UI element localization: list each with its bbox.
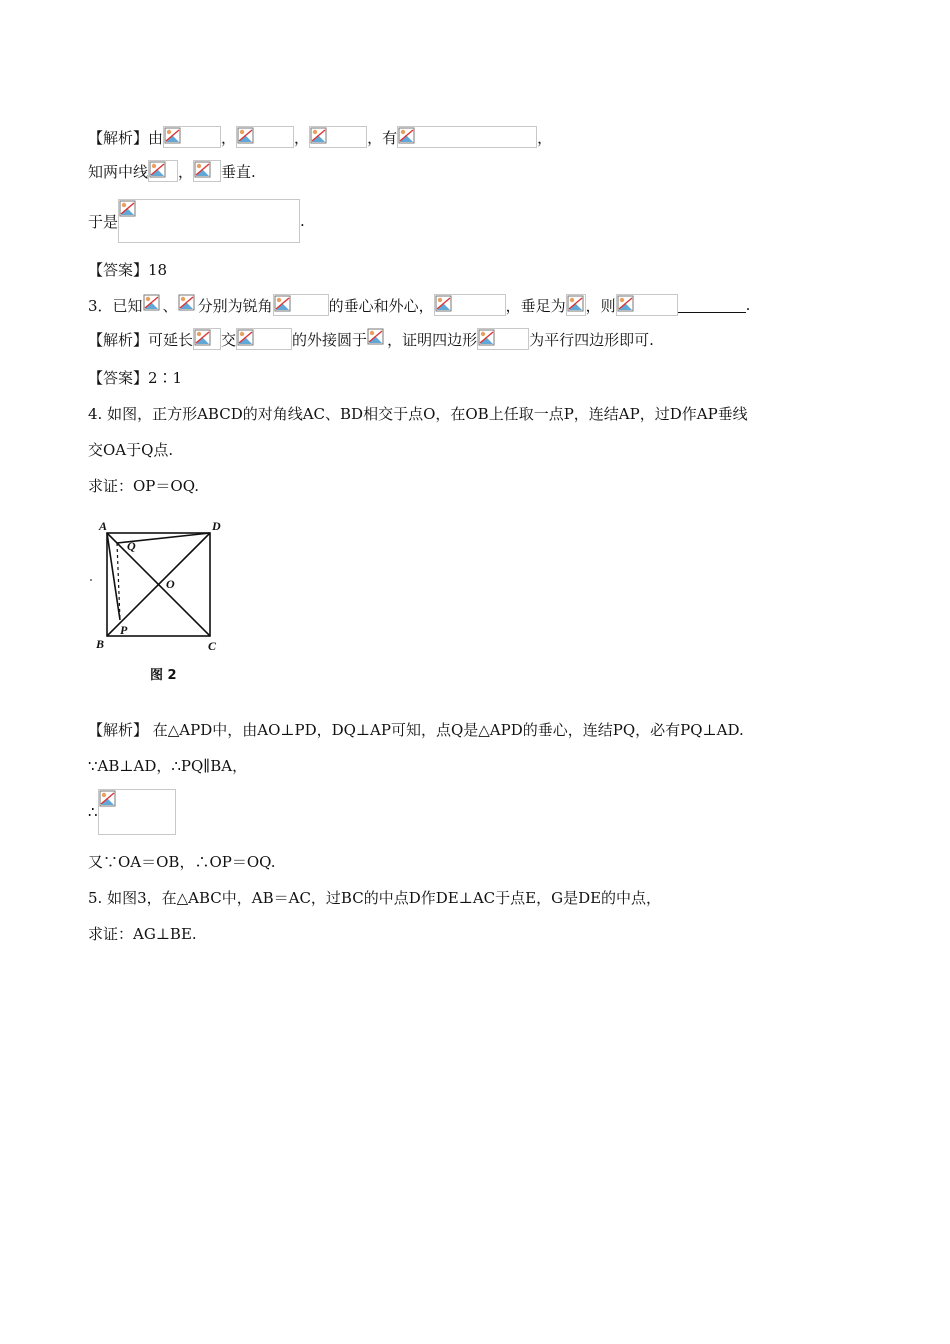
text-acute: 分别为锐角: [197, 296, 273, 315]
broken-image-icon: [309, 126, 367, 148]
question-4-prove: 求证：OP＝OQ.: [88, 476, 200, 495]
question-5-line-2: [88, 920, 197, 946]
text-comma: ，: [178, 162, 194, 181]
broken-image-icon: [616, 294, 678, 316]
label-b: B: [96, 637, 105, 651]
broken-image-icon: [193, 160, 221, 182]
text-extend: 可延长: [148, 330, 194, 349]
text-circumcircle: 的外接圆于: [292, 330, 368, 349]
therefore-symbol: ∴: [88, 803, 98, 821]
solution-4-text: ∵AB⊥AD，∴PQ∥BA，: [88, 756, 248, 775]
broken-image-icon: [236, 328, 292, 350]
solution-3: [88, 326, 654, 352]
broken-image-icon: [566, 294, 586, 316]
solution-line-2: [88, 158, 256, 184]
broken-image-icon: [434, 294, 506, 316]
solution-4-line-4: [88, 848, 275, 874]
text-period: .: [300, 212, 305, 230]
broken-image-icon: [397, 126, 537, 148]
answer-3: [88, 364, 182, 390]
geometry-figure: [88, 512, 238, 692]
broken-image-icon: [148, 160, 178, 182]
question-4-text: 交OA于Q点.: [88, 440, 174, 459]
question-3: [88, 292, 750, 318]
question-4-line-1: [88, 400, 748, 426]
broken-image-icon: [273, 294, 329, 316]
question-4-line-3: [88, 472, 199, 498]
solution-4-line-2: [88, 752, 247, 778]
text-quadrilateral: ，证明四边形: [387, 330, 478, 349]
solution-4-line-3: [88, 788, 176, 836]
label-q: Q: [127, 539, 136, 553]
text-comma: ，: [537, 128, 553, 147]
question-5-prove: 求证：AG⊥BE.: [88, 924, 197, 943]
text-orthocenter: 的垂心和外心，: [328, 296, 434, 315]
broken-image-icon: [118, 199, 300, 243]
text-period: .: [745, 296, 751, 314]
text-foot: ，垂足为: [505, 296, 566, 315]
broken-image-icon: [367, 328, 387, 350]
question-4-text: 4. 如图，正方形ABCD的对角线AC、BD相交于点O，在OB上任取一点P，连结AP，过D作AP垂线: [88, 404, 748, 423]
text-comma: ，: [221, 128, 237, 147]
solution-line-1: [88, 124, 552, 150]
label-d: D: [212, 519, 221, 533]
text-then: ，则: [585, 296, 616, 315]
text-perpendicular: 垂直.: [221, 162, 256, 181]
figure-caption: 图 2: [150, 668, 177, 683]
solution-4-text: 又∵OA＝OB，∴OP＝OQ.: [88, 852, 276, 871]
question-5-text: 5. 如图3，在△ABC中，AB＝AC，过BC的中点D作DE⊥AC于点E，G是DE的中点，: [88, 888, 662, 907]
answer-text: 【答案】18: [88, 260, 168, 279]
solution-label: 【解析】: [88, 330, 149, 349]
solution-line-3: [88, 198, 305, 244]
solution-label: 【解析】: [88, 128, 149, 147]
text-sep: 、: [162, 296, 178, 315]
broken-image-icon: [143, 294, 163, 316]
text-parallelogram: 为平行四边形即可.: [529, 330, 654, 349]
text-thus: 于是: [88, 212, 119, 231]
answer-blank: [678, 298, 746, 313]
broken-image-icon: [98, 789, 176, 835]
text-comma: ，: [294, 128, 310, 147]
label-p: P: [120, 623, 128, 637]
label-c: C: [208, 639, 217, 653]
square-diagram: [88, 512, 238, 692]
text-have: ，有: [367, 128, 398, 147]
question-5-line-1: [88, 884, 661, 910]
text-meet: 交: [221, 330, 237, 349]
question-4-line-2: [88, 436, 173, 462]
broken-image-icon: [163, 126, 221, 148]
broken-image-icon: [193, 328, 221, 350]
label-a: A: [99, 519, 108, 533]
broken-image-icon: [477, 328, 529, 350]
text-medians: 知两中线: [88, 162, 149, 181]
solution-4-text: 【解析】 在△APD中，由AO⊥PD，DQ⊥AP可知，点Q是△APD的垂心，连结PQ，必有PQ⊥AD.: [88, 720, 744, 739]
label-o: O: [166, 577, 175, 591]
broken-image-icon: [178, 294, 198, 316]
question-3-start: 3．已知: [88, 296, 143, 315]
answer-text: 【答案】2∶1: [88, 368, 183, 387]
text-by: 由: [148, 128, 164, 147]
segment-ap: [107, 533, 120, 620]
broken-image-icon: [236, 126, 294, 148]
answer-1: [88, 256, 167, 282]
solution-4-line-1: [88, 716, 744, 742]
